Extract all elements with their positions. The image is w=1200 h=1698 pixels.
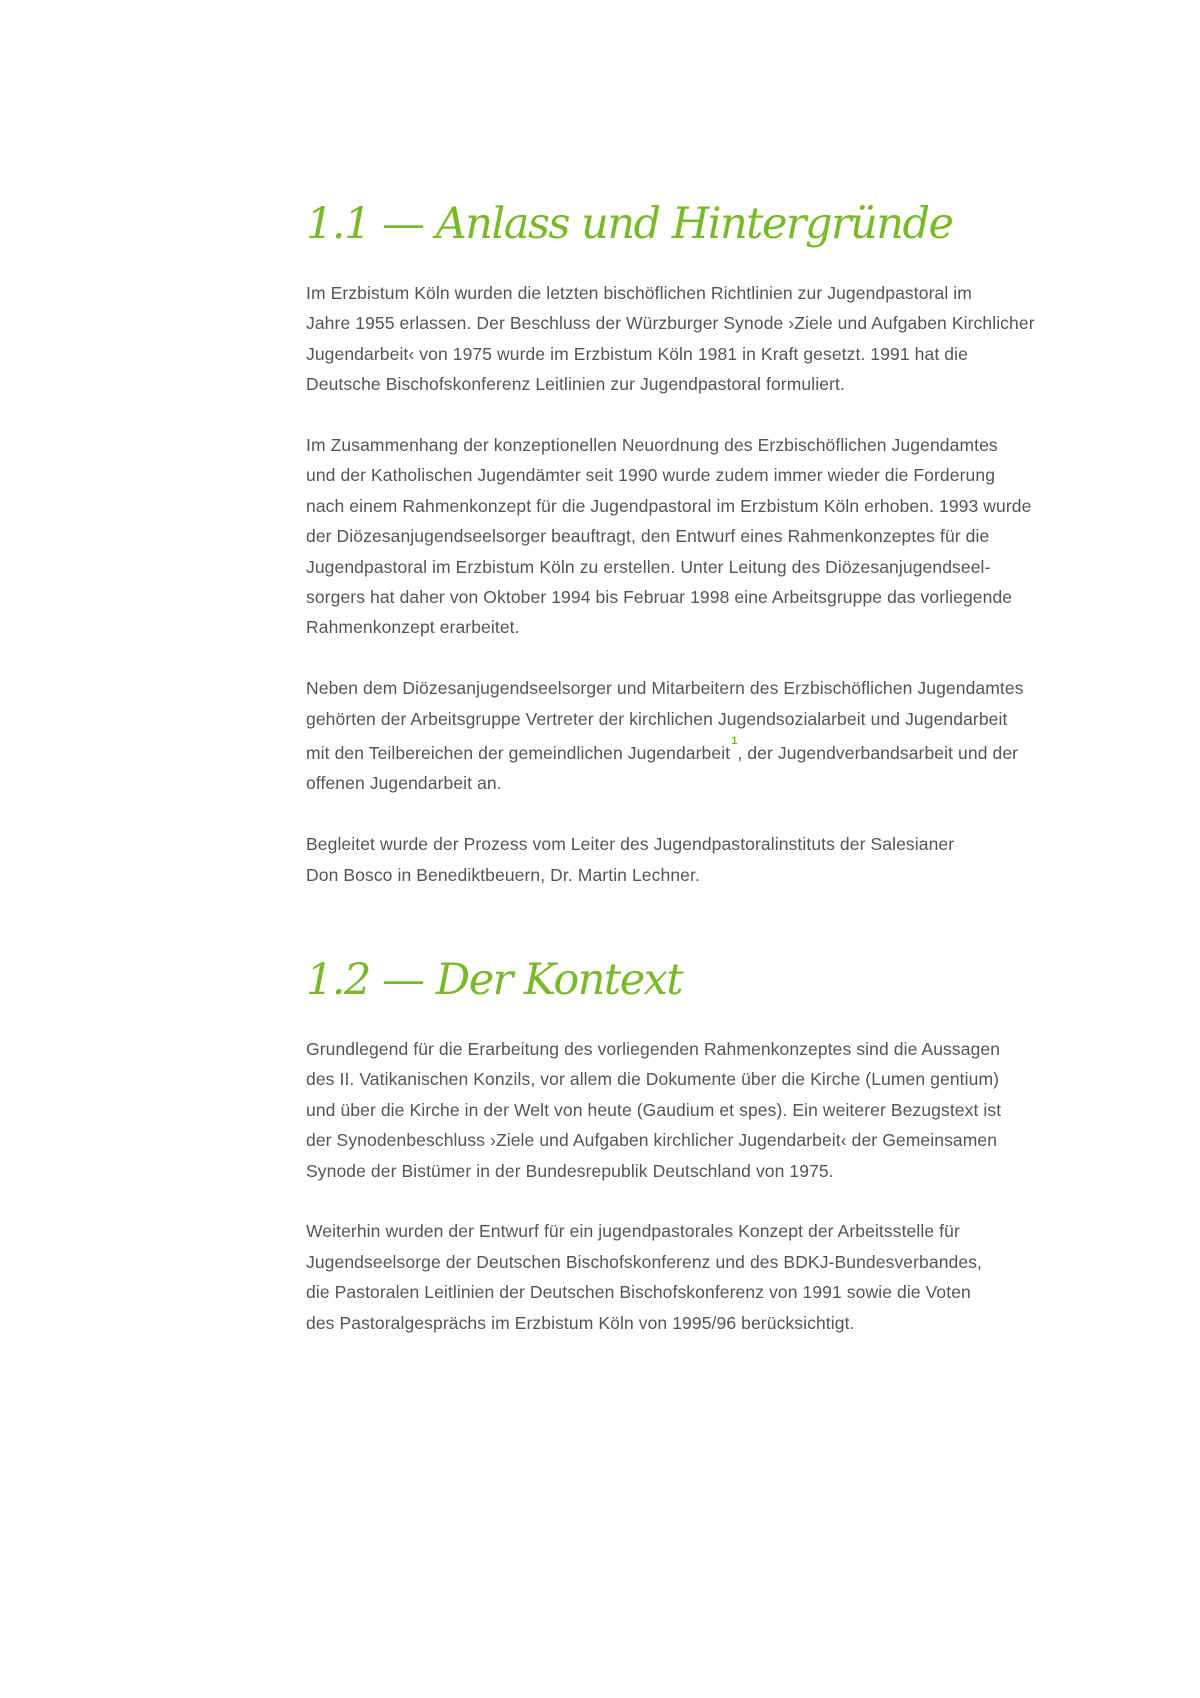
text-segment: , der Jugendverbandsarbeit und der [737, 742, 1019, 763]
text-line: Grundlegend für die Erarbeitung des vorliegenden Rahmenkonzeptes sind die Aussagen [306, 1038, 1001, 1059]
text-line: der Diözesanjugendseelsorger beauftragt, den Entwurf eines Rahmenkonzeptes für die [306, 526, 990, 547]
text-segment: mit den Teilbereichen der gemeindlichen Jugendarbeit [306, 742, 731, 763]
text-line: gehörten der Arbeitsgruppe Vertreter der kirchlichen Jugendsozialarbeit und Jugendarbeit [306, 708, 1008, 729]
text-line: Jahre 1955 erlassen. Der Beschluss der Würzburger Synode ›Ziele und Aufgaben Kirchlicher [306, 313, 1035, 334]
text-line: Im Erzbistum Köln wurden die letzten bischöflichen Richtlinien zur Jugendpastoral im [306, 283, 972, 303]
text-line: des II. Vatikanischen Konzils, vor allem die Dokumente über die Kirche (Lumen gentium) [306, 1069, 1000, 1090]
paragraph-1-1-c [306, 673, 1106, 798]
paragraph-1-2-b [306, 1216, 1106, 1338]
paragraph-1-1-b [306, 430, 1106, 643]
text-line: Begleitet wurde der Prozess vom Leiter des Jugendpastoralinstituts der Salesianer [306, 834, 955, 855]
text-line: nach einem Rahmenkonzept für die Jugendpastoral im Erzbistum Köln erhoben. 1993 wurde [306, 495, 1032, 516]
page-content [306, 196, 1106, 1338]
section-heading-1-2: 1.2 — Der Kontext [306, 954, 683, 1005]
section-heading-1-1: 1.1 — Anlass und Hintergründe [306, 199, 953, 249]
text-line: Neben dem Diözesanjugendseelsorger und Mitarbeitern des Erzbischöflichen Jugendamtes [306, 678, 1024, 699]
text-line: Synode der Bistümer in der Bundesrepublik Deutschland von 1975. [306, 1160, 834, 1181]
paragraph-1-2-a [306, 1034, 1106, 1186]
text-line: Weiterhin wurden der Entwurf für ein jugendpastorales Konzept der Arbeitsstelle für [306, 1221, 960, 1242]
text-line: Deutsche Bischofskonferenz Leitlinien zur Jugendpastoral formuliert. [306, 374, 845, 395]
text-line: der Synodenbeschluss ›Ziele und Aufgaben kirchlicher Jugendarbeit‹ der Gemeinsamen [306, 1130, 998, 1151]
text-line: Rahmenkonzept erarbeitet. [306, 617, 520, 638]
text-line: die Pastoralen Leitlinien der Deutschen Bischofskonferenz von 1991 sowie die Voten [306, 1282, 971, 1303]
text-line: Don Bosco in Benediktbeuern, Dr. Martin Lechner. [306, 864, 700, 885]
footnote-marker[interactable]: 1 [731, 735, 738, 748]
text-line: des Pastoralgesprächs im Erzbistum Köln von 1995/96 berücksichtigt. [306, 1312, 855, 1333]
text-line: offenen Jugendarbeit an. [306, 773, 502, 794]
paragraph-1-1-d [306, 829, 1106, 890]
text-line: Jugendpastoral im Erzbistum Köln zu erstellen. Unter Leitung des Diözesanjugendseel- [306, 556, 991, 577]
paragraph-1-1-a [306, 278, 1106, 400]
text-line: Jugendseelsorge der Deutschen Bischofskonferenz und des BDKJ-Bundesverbandes, [306, 1251, 983, 1272]
text-line-with-footnote [306, 734, 1106, 768]
text-line: Im Zusammenhang der konzeptionellen Neuordnung des Erzbischöflichen Jugendamtes [306, 435, 998, 456]
text-line: Jugendarbeit‹ von 1975 wurde im Erzbistum Köln 1981 in Kraft gesetzt. 1991 hat die [306, 343, 968, 364]
text-line: sorgers hat daher von Oktober 1994 bis Februar 1998 eine Arbeitsgruppe das vorliegende [306, 587, 1013, 608]
text-line: und der Katholischen Jugendämter seit 1990 wurde zudem immer wieder die Forderung [306, 465, 996, 486]
text-line: und über die Kirche in der Welt von heute (Gaudium et spes). Ein weiterer Bezugstext ist [306, 1099, 1002, 1120]
